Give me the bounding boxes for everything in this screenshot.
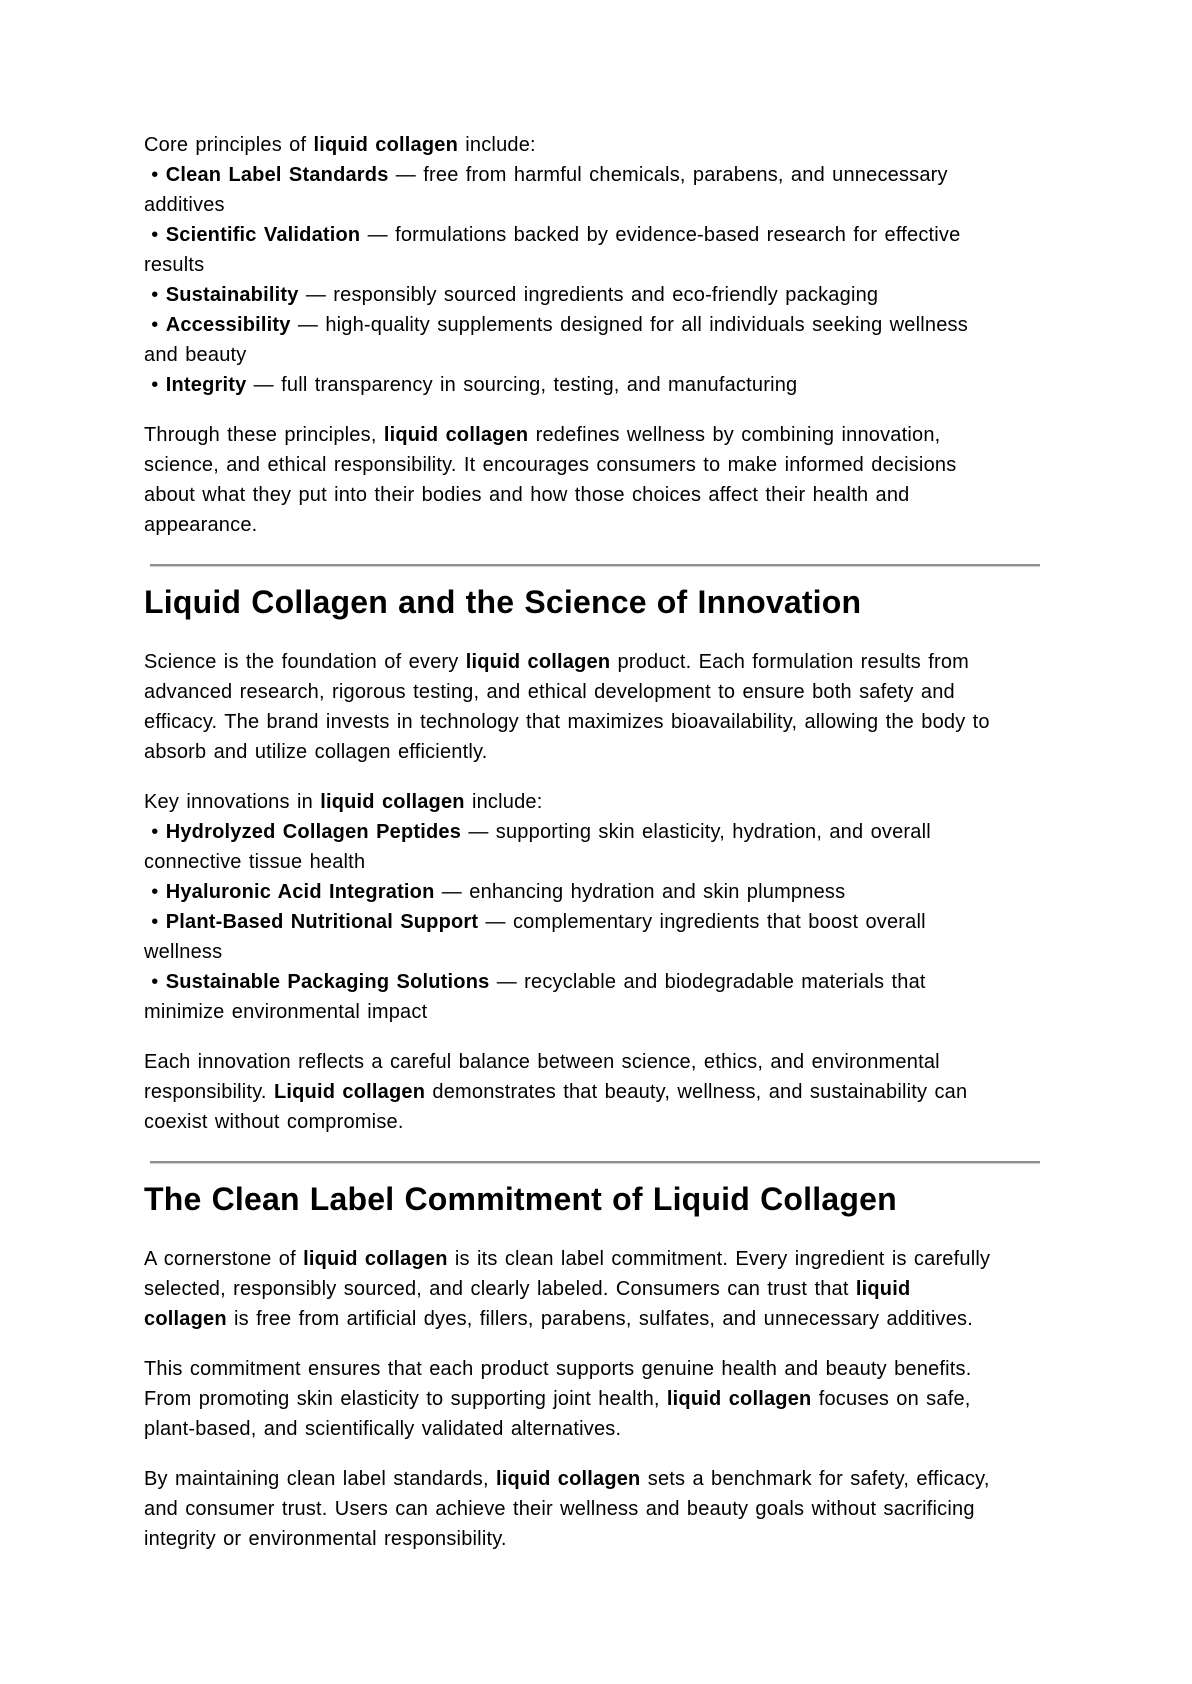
cornerstone-paragraph [144,1244,1062,1334]
text-line: advanced research, rigorous testing, and ethical development to ensure both safety and [144,681,955,703]
text-line: • Plant-Based Nutritional Support — complementary ingredients that boost overall [144,911,926,933]
text-line: Each innovation reflects a careful balance between science, ethics, and environmental [144,1051,940,1073]
section-divider [150,564,1040,567]
text-line: selected, responsibly sourced, and clearly labeled. Consumers can trust that liquid [144,1278,911,1300]
text-line: By maintaining clean label standards, liquid collagen sets a benchmark for safety, efficacy, [144,1468,990,1490]
text-line: • Sustainable Packaging Solutions — recyclable and biodegradable materials that [144,971,926,993]
text-line: • Integrity — full transparency in sourcing, testing, and manufacturing [144,374,798,396]
text-line: Through these principles, liquid collagen redefines wellness by combining innovation, [144,424,941,446]
text-line: • Hyaluronic Acid Integration — enhancing hydration and skin plumpness [144,881,846,903]
text-line: responsibility. Liquid collagen demonstrates that beauty, wellness, and sustainability can [144,1081,968,1103]
commitment-benefits-paragraph [144,1354,1062,1444]
text-line: wellness [144,941,223,963]
key-innovations-list [144,787,1062,1027]
text-line: and consumer trust. Users can achieve their wellness and beauty goals without sacrificing [144,1498,975,1520]
section-heading-clean-label-commitment: The Clean Label Commitment of Liquid Collagen [144,1181,897,1217]
text-line: plant-based, and scientifically validated alternatives. [144,1418,622,1440]
text-line: absorb and utilize collagen efficiently. [144,741,488,763]
text-line: collagen is free from artificial dyes, fillers, parabens, sulfates, and unnecessary additives. [144,1308,973,1330]
text-line: • Clean Label Standards — free from harmful chemicals, parabens, and unnecessary [144,164,948,186]
text-line: A cornerstone of liquid collagen is its clean label commitment. Every ingredient is carefully [144,1248,991,1270]
text-line: • Accessibility — high-quality supplements designed for all individuals seeking wellness [144,314,968,336]
text-line: Key innovations in liquid collagen include: [144,791,543,813]
text-line: efficacy. The brand invests in technology that maximizes bioavailability, allowing the body to [144,711,990,733]
text-line: science, and ethical responsibility. It encourages consumers to make informed decisions [144,454,957,476]
text-line: • Sustainability — responsibly sourced ingredients and eco-friendly packaging [144,284,879,306]
text-line: • Hydrolyzed Collagen Peptides — supporting skin elasticity, hydration, and overall [144,821,931,843]
section-divider [150,1161,1040,1164]
text-line: connective tissue health [144,851,366,873]
document-content [144,130,1062,1554]
clean-label-benchmark-paragraph [144,1464,1062,1554]
text-line: minimize environmental impact [144,1001,428,1023]
text-line: • Scientific Validation — formulations backed by evidence-based research for effective [144,224,961,246]
text-line: results [144,254,205,276]
text-line: about what they put into their bodies and how those choices affect their health and [144,484,910,506]
text-line: coexist without compromise. [144,1111,404,1133]
text-line: appearance. [144,514,258,536]
core-principles-list [144,130,1062,400]
text-line: additives [144,194,225,216]
text-line: integrity or environmental responsibility. [144,1528,507,1550]
innovation-balance-paragraph [144,1047,1062,1137]
science-foundation-paragraph [144,647,1062,767]
principles-summary-paragraph [144,420,1062,540]
text-line: and beauty [144,344,247,366]
text-line: Science is the foundation of every liquid collagen product. Each formulation results from [144,651,970,673]
text-line: From promoting skin elasticity to supporting joint health, liquid collagen focuses on safe, [144,1388,971,1410]
text-line: Core principles of liquid collagen include: [144,134,536,156]
text-line: This commitment ensures that each product supports genuine health and beauty benefits. [144,1358,972,1380]
section-heading-science-of-innovation: Liquid Collagen and the Science of Innovation [144,584,862,620]
